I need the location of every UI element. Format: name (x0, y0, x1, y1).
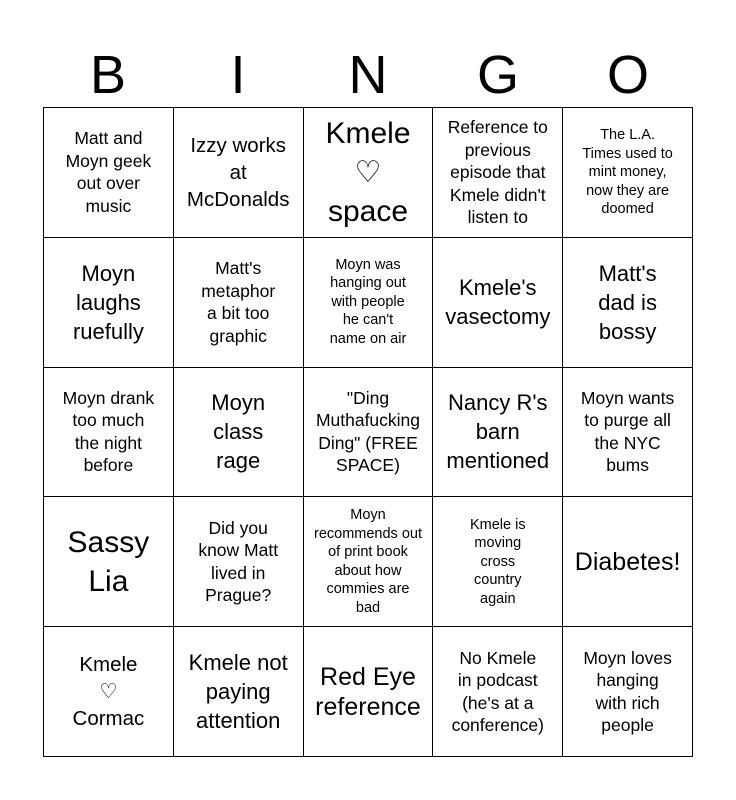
cell-text: Sassy Lia (67, 525, 150, 598)
bingo-cell[interactable] (304, 627, 434, 757)
bingo-cell[interactable] (44, 368, 174, 498)
cell-text: Kmele is moving cross country again (469, 516, 526, 607)
bingo-cell[interactable] (563, 108, 693, 238)
cell-text: Did you know Matt lived in Prague? (198, 517, 279, 606)
bingo-board (43, 107, 693, 757)
bingo-cell[interactable] (433, 108, 563, 238)
header-letter-i: I (230, 45, 246, 105)
cell-text: Red Eye reference (315, 662, 421, 721)
cell-text: No Kmele in podcast (he's at a conference) (451, 647, 544, 736)
bingo-cell[interactable] (174, 238, 304, 368)
bingo-cell[interactable] (44, 238, 174, 368)
cell-text: Reference to previous episode that Kmele didn't listen to (447, 117, 548, 228)
header-letter-b: B (89, 45, 127, 105)
bingo-cell[interactable] (174, 368, 304, 498)
bingo-cell[interactable] (563, 238, 693, 368)
bingo-cell[interactable] (563, 368, 693, 498)
cell-text: Diabetes! (574, 547, 681, 576)
bingo-cell[interactable] (174, 627, 304, 757)
bingo-cell[interactable] (563, 627, 693, 757)
bingo-cell[interactable] (433, 368, 563, 498)
bingo-cell[interactable] (44, 497, 174, 627)
cell-text: Kmele not paying attention (188, 650, 288, 734)
bingo-cell[interactable] (304, 497, 434, 627)
header-letter-o: O (606, 45, 649, 105)
cell-text: Moyn was hanging out with people he can't name on air (329, 256, 407, 347)
cell-text: Matt's dad is bossy (598, 260, 657, 344)
bingo-cell[interactable] (304, 238, 434, 368)
bingo-cell[interactable] (174, 108, 304, 238)
cell-text: Matt's metaphor a bit too graphic (201, 258, 276, 346)
bingo-cell[interactable] (433, 238, 563, 368)
bingo-cell[interactable] (433, 627, 563, 757)
cell-text: The L.A. Times used to mint money, now they are doomed (582, 127, 673, 218)
cell-text: Moyn drank too much the night before (62, 387, 155, 476)
bingo-cell[interactable] (563, 497, 693, 627)
cell-text: "Ding Muthafucking Ding" (FREE SPACE) (315, 387, 421, 476)
cell-text: Nancy R's barn mentioned (446, 390, 550, 474)
bingo-cell[interactable] (304, 108, 434, 238)
cell-text: Matt and Moyn geek out over music (65, 128, 152, 216)
cell-text: Moyn recommends out of print book about how commies are bad (313, 507, 422, 616)
cell-text: Kmele ♡ space (325, 116, 411, 228)
bingo-cell[interactable] (433, 497, 563, 627)
cell-text: Izzy works at McDonalds (186, 133, 290, 211)
bingo-cell[interactable] (44, 627, 174, 757)
header-letter-n: N (348, 45, 388, 105)
cell-text: Moyn class rage (211, 390, 266, 474)
header-letter-g: G (476, 45, 519, 105)
cell-text: Moyn wants to purge all the NYC bums (580, 387, 675, 476)
cell-text: Moyn laughs ruefully (72, 260, 144, 344)
bingo-cell[interactable] (44, 108, 174, 238)
cell-text: Moyn loves hanging with rich people (583, 647, 672, 736)
bingo-header (43, 44, 693, 106)
cell-text: Kmele ♡ Cormac (72, 653, 145, 731)
free-space-cell[interactable] (304, 368, 434, 498)
bingo-cell[interactable] (174, 497, 304, 627)
cell-text: Kmele's vasectomy (445, 275, 551, 330)
